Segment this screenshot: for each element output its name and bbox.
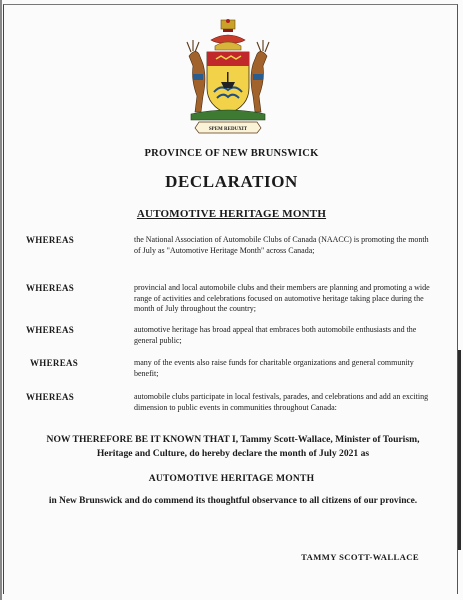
deer-supporter-right-icon [251,40,269,112]
clause-text: the National Association of Automobile Clubs of Canada (NAACC) is promoting the month of July as "Automotive Heritage Month" across Canada; [134,235,429,255]
shield-icon [207,52,249,114]
page-title: DECLARATION [165,172,298,191]
commendation-text: in New Brunswick and do commend its thoughtful observance to all citizens of our province. [48,496,418,506]
clause-text: many of the events also raise funds for charitable organizations and general community benefit; [134,358,414,378]
resolution-text: NOW THEREFORE BE IT KNOWN THAT I, Tammy Scott-Wallace, Minister of Tourism, Heritage and Culture, do hereby declare the month of July 2021 as [46,434,420,459]
clause-keyword: WHEREAS [26,235,75,245]
coat-of-arms-image [181,18,275,136]
clause-keyword: WHEREAS [26,325,75,335]
motto-scroll [195,122,261,133]
clause-text: provincial and local automobile clubs and their members are planning and promoting a wide range of activities and celebrations focused on automotive heritage taking place during the month of July throughout the country; [134,283,430,313]
clause-keyword: WHEREAS [26,392,75,402]
clause-text: automotive heritage has broad appeal that embraces both automobile enthusiasts and the general public; [134,325,417,345]
signatory-name: TAMMY SCOTT-WALLACE [301,552,419,562]
motto-text: SPEM REDUXIT [208,127,248,132]
province-heading: PROVINCE OF NEW BRUNSWICK [144,148,319,159]
clause-keyword: WHEREAS [26,283,75,293]
deer-supporter-left-icon [187,40,205,112]
scan-edge [0,0,2,600]
clause-keyword: WHEREAS [30,358,79,368]
scan-edge-right [458,350,461,550]
declaration-subject: AUTOMOTIVE HERITAGE MONTH [136,208,327,220]
declared-month: AUTOMOTIVE HERITAGE MONTH [148,473,315,484]
crown-icon [221,19,235,32]
clause-text: automobile clubs participate in local festivals, parades, and celebrations and add an exciting dimension to public events in communities throughout Canada: [134,392,429,412]
